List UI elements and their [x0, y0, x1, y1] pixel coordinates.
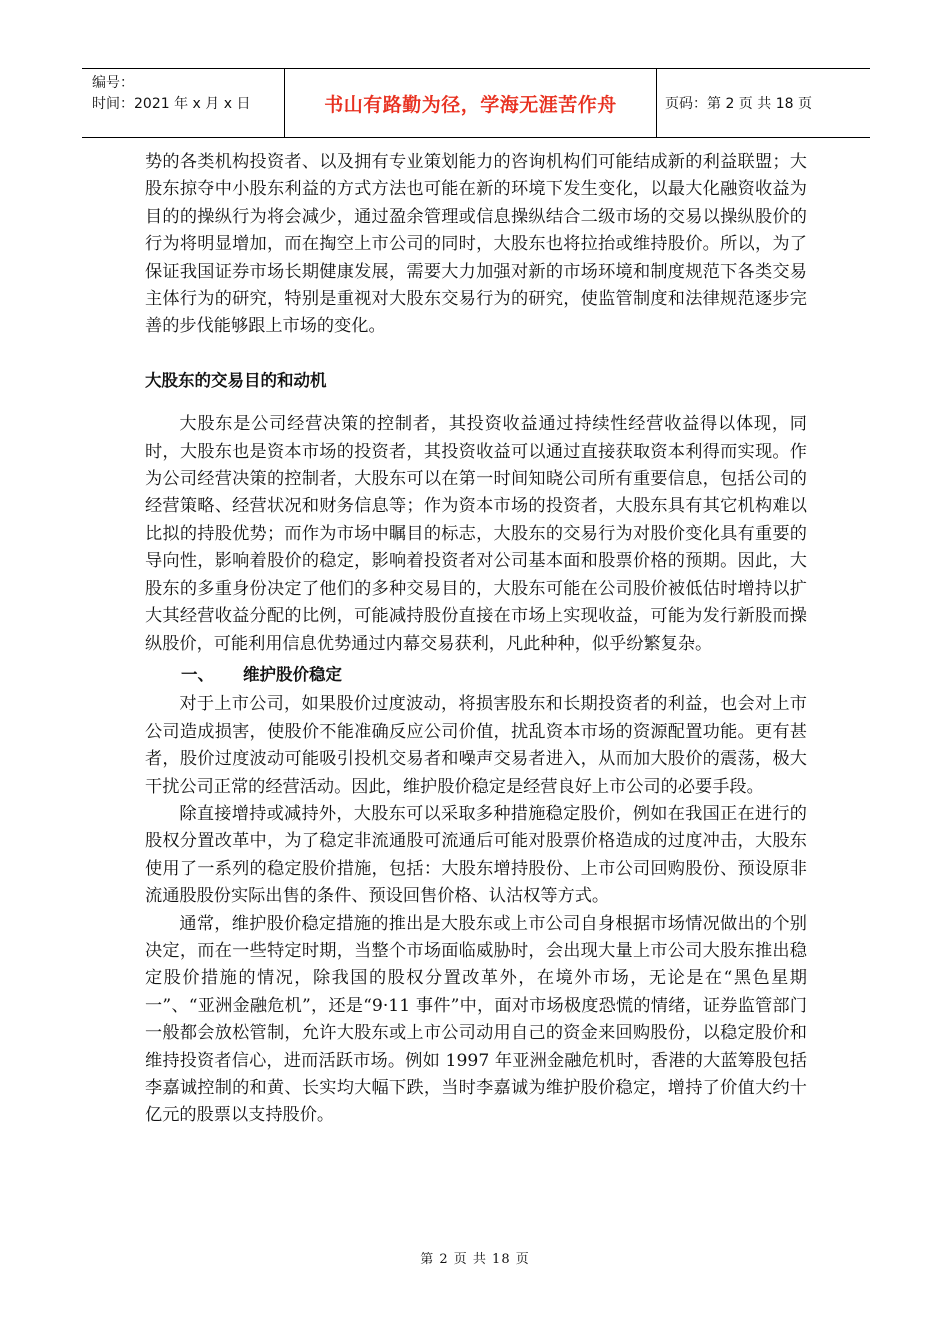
document-date: 时间：2021 年 x 月 x 日: [92, 96, 251, 112]
paragraph: 除直接增持或减持外，大股东可以采取多种措施稳定股价，例如在我国正在进行的股权分置改革中，为了稳定非流通股可流通后可能对股票价格造成的过度冲击，大股东使用了一系列的稳定股价措施，包括：大股东增持股份、上市公司回购股份、预设原非流通股股份实际出售的条件、预设回售价格、认沽权等方式。: [145, 803, 807, 907]
page-footer: 第 2 页 共 18 页: [420, 1252, 530, 1267]
paragraph: 通常，维护股价稳定措施的推出是大股东或上市公司自身根据市场情况做出的个别决定，而在一些特定时期，当整个市场面临威胁时，会出现大量上市公司大股东推出稳定股价措施的情况，除我国的股权分置改革外，在境外市场，无论是在“黑色星期一”、“亚洲金融危机”，还是“9·11 事件”中，面对市场极度恐慌的情绪，证券监管部门一般都会放松管制，允许大股东或上市公司动用自己的资金来回购股份，以稳定股价和维持投资者信心，进而活跃市场。例如 1997 年亚洲金融危机时，香港的大蓝筹股包括李嘉诚控制的和黄、长实均大幅下跌，当时李嘉诚为维护股价稳定，增持了价值大约十亿元的股票以支持股价。: [145, 913, 807, 1126]
header-motto: 书山有路勤为径，学海无涯苦作舟: [285, 69, 657, 137]
page-header: [82, 68, 870, 138]
header-page-number: 页码：第 2 页 共 18 页: [665, 96, 812, 112]
document-number-label: 编号：: [92, 75, 134, 91]
paragraph: 势的各类机构投资者、以及拥有专业策划能力的咨询机构们可能结成新的利益联盟；大股东掠夺中小股东利益的方式方法也可能在新的环境下发生变化，以最大化融资收益为目的的操纵行为将会减少，通过盈余管理或信息操纵结合二级市场的交易以操纵股价的行为将明显增加，而在掏空上市公司的同时，大股东也将拉抬或维持股价。所以，为了保证我国证券市场长期健康发展，需要大力加强对新的市场环境和制度规范下各类交易主体行为的研究，特别是重视对大股东交易行为的研究，使监管制度和法律规范逐步完善的步伐能够跟上市场的变化。: [145, 152, 807, 337]
paragraph: 大股东是公司经营决策的控制者，其投资收益通过持续性经营收益得以体现，同时，大股东也是资本市场的投资者，其投资收益可以通过直接获取资本利得而实现。作为公司经营决策的控制者，大股东可以在第一时间知晓公司所有重要信息，包括公司的经营策略、经营状况和财务信息等；作为资本市场的投资者，大股东具有其它机构难以比拟的持股优势；而作为市场中瞩目的标志，大股东的交易行为对股价变化具有重要的导向性，影响着股价的稳定，影响着投资者对公司基本面和股票价格的预期。因此，大股东的多重身份决定了他们的多种交易目的，大股东可能在公司股价被低估时增持以扩大其经营收益分配的比例，可能减持股份直接在市场上实现收益，可能为发行新股而操纵股价，可能利用信息优势通过内幕交易获利，凡此种种，似乎纷繁复杂。: [145, 414, 807, 654]
subsection-number: 一、: [181, 664, 214, 684]
section-title: 大股东的交易目的和动机: [145, 370, 327, 390]
subsection-heading: [145, 661, 807, 688]
subsection-title: 维护股价稳定: [243, 664, 342, 684]
document-body: [145, 149, 807, 1130]
header-meta: [82, 69, 285, 137]
paragraph: 对于上市公司，如果股价过度波动，将损害股东和长期投资者的利益，也会对上市公司造成损害，使股价不能准确反应公司价值，扰乱资本市场的资源配置功能。更有甚者，股价过度波动可能吸引投机交易者和噪声交易者进入，从而加大股价的震荡，极大干扰公司正常的经营活动。因此，维护股价稳定是经营良好上市公司的必要手段。: [145, 694, 807, 797]
